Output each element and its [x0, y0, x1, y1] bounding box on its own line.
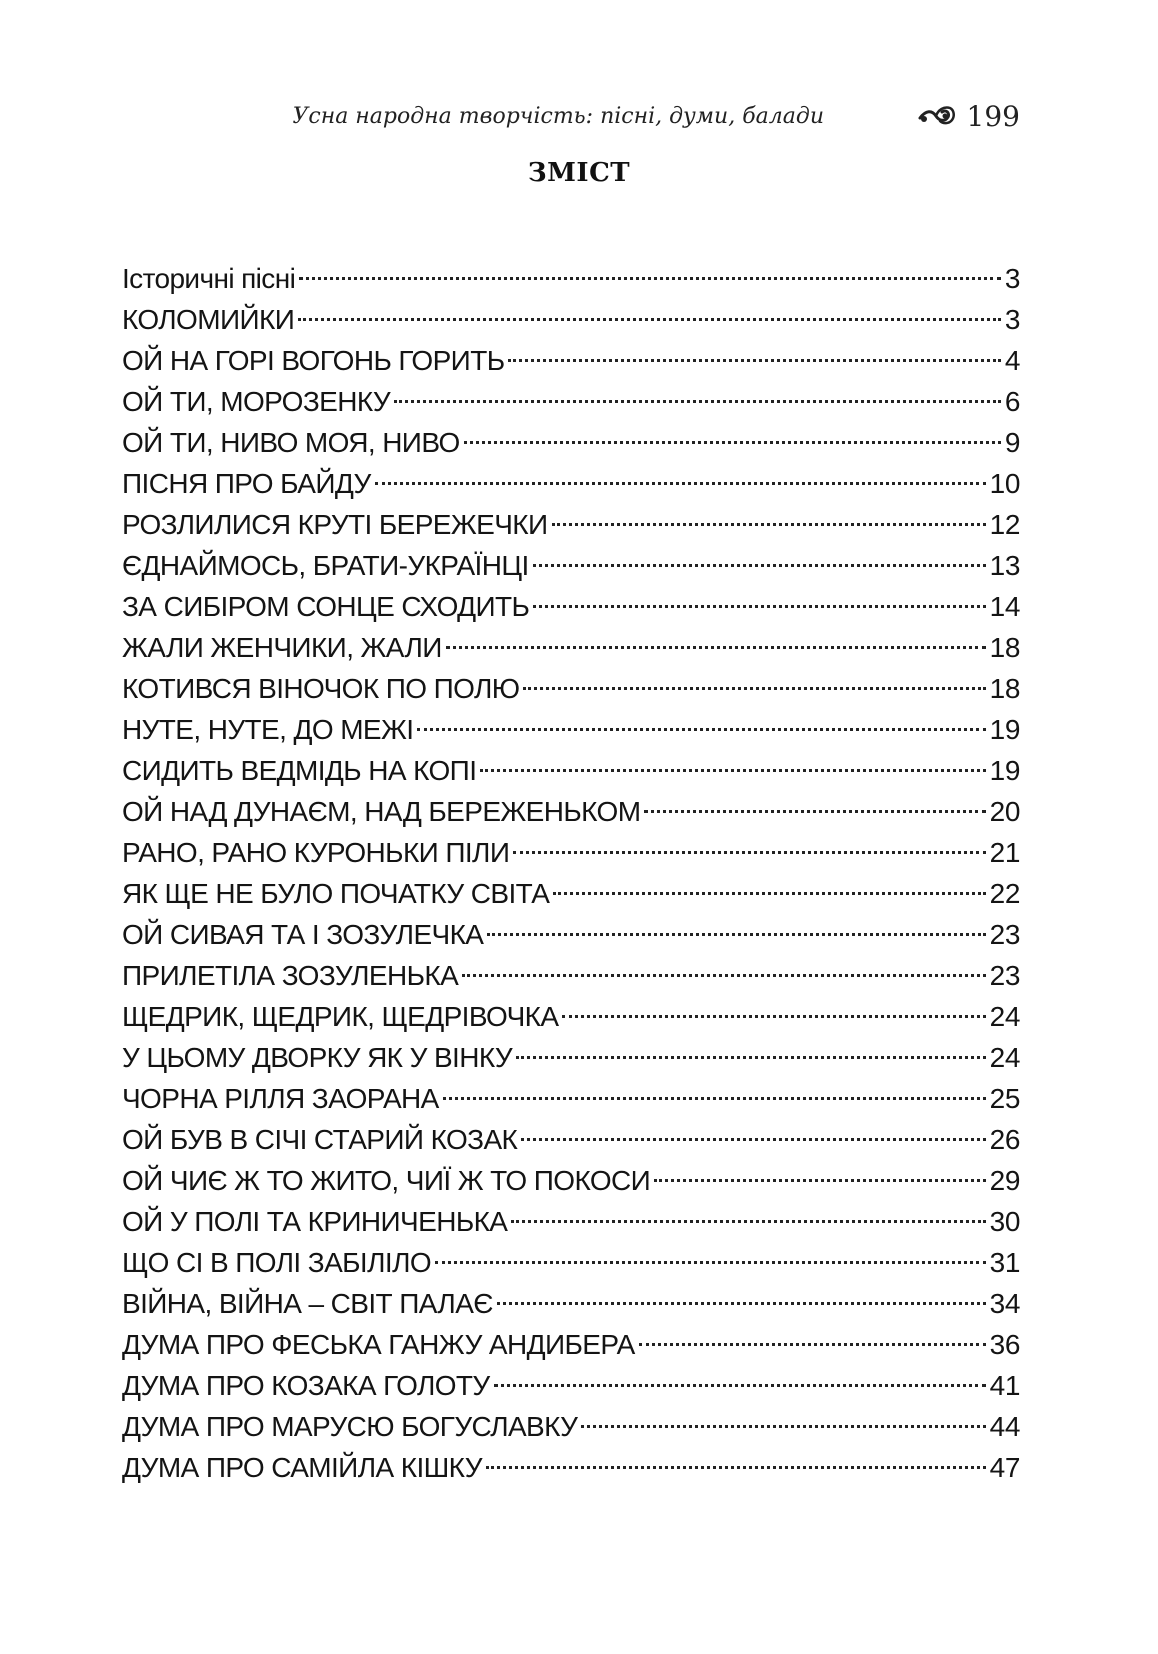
- toc-entry-title: ОЙ У ПОЛІ ТА КРИНИЧЕНЬКА: [122, 1206, 508, 1237]
- toc-entry-page: 20: [989, 796, 1020, 827]
- toc-entry-page: 18: [989, 673, 1020, 704]
- toc-entry-title: РОЗЛИЛИСЯ КРУТІ БЕРЕЖЕЧКИ: [122, 509, 548, 540]
- dot-leader: [513, 851, 985, 854]
- dot-leader: [298, 318, 1001, 321]
- toc-entry-title: ЖАЛИ ЖЕНЧИКИ, ЖАЛИ: [122, 632, 442, 663]
- toc-entry-title: ОЙ ТИ, МОРОЗЕНКУ: [122, 386, 391, 417]
- toc-entry-page: 26: [989, 1124, 1020, 1155]
- dot-leader: [480, 769, 985, 772]
- toc-entry[interactable]: [122, 1365, 1020, 1406]
- toc-entry-page: 44: [989, 1411, 1020, 1442]
- toc-entry[interactable]: [122, 258, 1020, 299]
- dot-leader: [299, 277, 1001, 280]
- toc-entry-title: ЄДНАЙМОСЬ, БРАТИ-УКРАЇНЦІ: [122, 550, 529, 581]
- toc-entry[interactable]: [122, 1160, 1020, 1201]
- page-number: 199: [966, 100, 1020, 133]
- dot-leader: [443, 1097, 986, 1100]
- toc-entry-title: У ЦЬОМУ ДВОРКУ ЯК У ВІНКУ: [122, 1042, 513, 1073]
- dot-leader: [639, 1343, 986, 1346]
- toc-entry-title: РАНО, РАНО КУРОНЬКИ ПІЛИ: [122, 837, 510, 868]
- toc-entry-page: 23: [989, 919, 1020, 950]
- toc-entry-page: 3: [1004, 263, 1020, 294]
- dot-leader: [394, 400, 1001, 403]
- toc-entry[interactable]: [122, 422, 1020, 463]
- dot-leader: [464, 441, 1001, 444]
- toc-entry-title: КОТИВСЯ ВІНОЧОК ПО ПОЛЮ: [122, 673, 520, 704]
- toc-entry-title: СИДИТЬ ВЕДМІДЬ НА КОПІ: [122, 755, 477, 786]
- toc-entry-title: ДУМА ПРО ФЕСЬКА ГАНЖУ АНДИБЕРА: [122, 1329, 635, 1360]
- toc-entry-page: 19: [989, 755, 1020, 786]
- toc-entry[interactable]: [122, 791, 1020, 832]
- toc-entry-title: ВІЙНА, ВІЙНА – СВІТ ПАЛАЄ: [122, 1288, 493, 1319]
- toc-entry[interactable]: [122, 955, 1020, 996]
- toc-entry-page: 36: [989, 1329, 1020, 1360]
- dot-leader: [494, 1384, 986, 1387]
- toc-entry-page: 30: [989, 1206, 1020, 1237]
- toc-entry-page: 34: [989, 1288, 1020, 1319]
- toc-entry-title: ДУМА ПРО КОЗАКА ГОЛОТУ: [122, 1370, 490, 1401]
- toc-entry[interactable]: [122, 996, 1020, 1037]
- toc-entry-title: ПРИЛЕТІЛА ЗОЗУЛЕНЬКА: [122, 960, 459, 991]
- toc-entry[interactable]: [122, 1037, 1020, 1078]
- dot-leader: [486, 1466, 986, 1469]
- toc-heading: ЗМІСТ: [527, 158, 631, 188]
- toc-entry[interactable]: [122, 299, 1020, 340]
- toc-entry-page: 25: [989, 1083, 1020, 1114]
- toc-entry-title: ЗА СИБІРОМ СОНЦЕ СХОДИТЬ: [122, 591, 530, 622]
- toc-entry[interactable]: [122, 1242, 1020, 1283]
- toc-entry-page: 41: [989, 1370, 1020, 1401]
- toc-entry-page: 24: [989, 1042, 1020, 1073]
- toc-entry-page: 6: [1004, 386, 1020, 417]
- toc-entry-page: 29: [989, 1165, 1020, 1196]
- toc-entry[interactable]: [122, 1119, 1020, 1160]
- dot-leader: [375, 482, 986, 485]
- toc-entry-title: ОЙ БУВ В СІЧІ СТАРИЙ КОЗАК: [122, 1124, 518, 1155]
- running-header-title: Усна народна творчість: пісні, думи, балади: [292, 104, 824, 129]
- floral-ornament-icon: [918, 102, 958, 132]
- dot-leader: [462, 974, 985, 977]
- dot-leader: [487, 933, 985, 936]
- toc-entry-title: ЯК ЩЕ НЕ БУЛО ПОЧАТКУ СВІТА: [122, 878, 550, 909]
- dot-leader: [516, 1056, 986, 1059]
- toc-entry-page: 19: [989, 714, 1020, 745]
- toc-entry-title: ЩО СІ В ПОЛІ ЗАБІЛІЛО: [122, 1247, 432, 1278]
- toc-entry-title: НУТЕ, НУТЕ, ДО МЕЖІ: [122, 714, 414, 745]
- toc-entry-page: 14: [989, 591, 1020, 622]
- dot-leader: [521, 1138, 985, 1141]
- toc-entry[interactable]: [122, 381, 1020, 422]
- toc-entry[interactable]: [122, 668, 1020, 709]
- toc-entry-page: 47: [989, 1452, 1020, 1483]
- dot-leader: [446, 646, 986, 649]
- toc-entry-title: ДУМА ПРО САМІЙЛА КІШКУ: [122, 1452, 482, 1483]
- dot-leader: [508, 359, 1000, 362]
- dot-leader: [553, 892, 985, 895]
- toc-entry-page: 13: [989, 550, 1020, 581]
- toc-entry-title: ДУМА ПРО МАРУСЮ БОГУСЛАВКУ: [122, 1411, 578, 1442]
- toc-entry[interactable]: [122, 340, 1020, 381]
- toc-entry-page: 18: [989, 632, 1020, 663]
- dot-leader: [581, 1425, 985, 1428]
- toc-entry[interactable]: [122, 1324, 1020, 1365]
- dot-leader: [533, 564, 986, 567]
- dot-leader: [562, 1015, 985, 1018]
- toc-entry[interactable]: [122, 586, 1020, 627]
- dot-leader: [497, 1302, 986, 1305]
- toc-entry-title: ОЙ НАД ДУНАЄМ, НАД БЕРЕЖЕНЬКОМ: [122, 796, 641, 827]
- toc-entry-title: ОЙ НА ГОРІ ВОГОНЬ ГОРИТЬ: [122, 345, 505, 376]
- dot-leader: [417, 728, 985, 731]
- toc-entry[interactable]: [122, 545, 1020, 586]
- toc-list: [122, 258, 1020, 1488]
- toc-entry[interactable]: [122, 873, 1020, 914]
- toc-entry[interactable]: [122, 914, 1020, 955]
- running-header: [120, 100, 1020, 140]
- toc-entry-page: 24: [989, 1001, 1020, 1032]
- toc-entry[interactable]: [122, 1078, 1020, 1119]
- toc-entry[interactable]: [122, 750, 1020, 791]
- toc-entry-page: 23: [989, 960, 1020, 991]
- toc-entry[interactable]: [122, 1406, 1020, 1447]
- toc-entry-page: 21: [989, 837, 1020, 868]
- toc-entry[interactable]: [122, 1447, 1020, 1488]
- toc-entry[interactable]: [122, 1283, 1020, 1324]
- toc-entry[interactable]: [122, 832, 1020, 873]
- toc-entry-title: ЧОРНА РІЛЛЯ ЗАОРАНА: [122, 1083, 439, 1114]
- toc-entry-title: ЩЕДРИК, ЩЕДРИК, ЩЕДРІВОЧКА: [122, 1001, 559, 1032]
- toc-entry[interactable]: [122, 463, 1020, 504]
- dot-leader: [644, 810, 985, 813]
- dot-leader: [523, 687, 985, 690]
- dot-leader: [533, 605, 985, 608]
- toc-entry-page: 22: [989, 878, 1020, 909]
- toc-entry-title: ОЙ ТИ, НИВО МОЯ, НИВО: [122, 427, 460, 458]
- dot-leader: [511, 1220, 985, 1223]
- toc-entry[interactable]: [122, 504, 1020, 545]
- toc-entry-title: Історичні пісні: [122, 263, 296, 294]
- toc-entry[interactable]: [122, 627, 1020, 668]
- toc-entry[interactable]: [122, 709, 1020, 750]
- toc-entry-page: 10: [989, 468, 1020, 499]
- toc-entry-page: 4: [1004, 345, 1020, 376]
- toc-entry-page: 31: [989, 1247, 1020, 1278]
- dot-leader: [435, 1261, 986, 1264]
- toc-entry-title: КОЛОМИЙКИ: [122, 304, 295, 335]
- toc-entry-page: 12: [989, 509, 1020, 540]
- dot-leader: [552, 523, 986, 526]
- toc-entry-page: 9: [1004, 427, 1020, 458]
- toc-entry-page: 3: [1004, 304, 1020, 335]
- toc-entry-title: ОЙ ЧИЄ Ж ТО ЖИТО, ЧИЇ Ж ТО ПОКОСИ: [122, 1165, 651, 1196]
- toc-entry[interactable]: [122, 1201, 1020, 1242]
- dot-leader: [654, 1179, 985, 1182]
- toc-entry-title: ПІСНЯ ПРО БАЙДУ: [122, 468, 371, 499]
- toc-entry-title: ОЙ СИВАЯ ТА І ЗОЗУЛЕЧКА: [122, 919, 484, 950]
